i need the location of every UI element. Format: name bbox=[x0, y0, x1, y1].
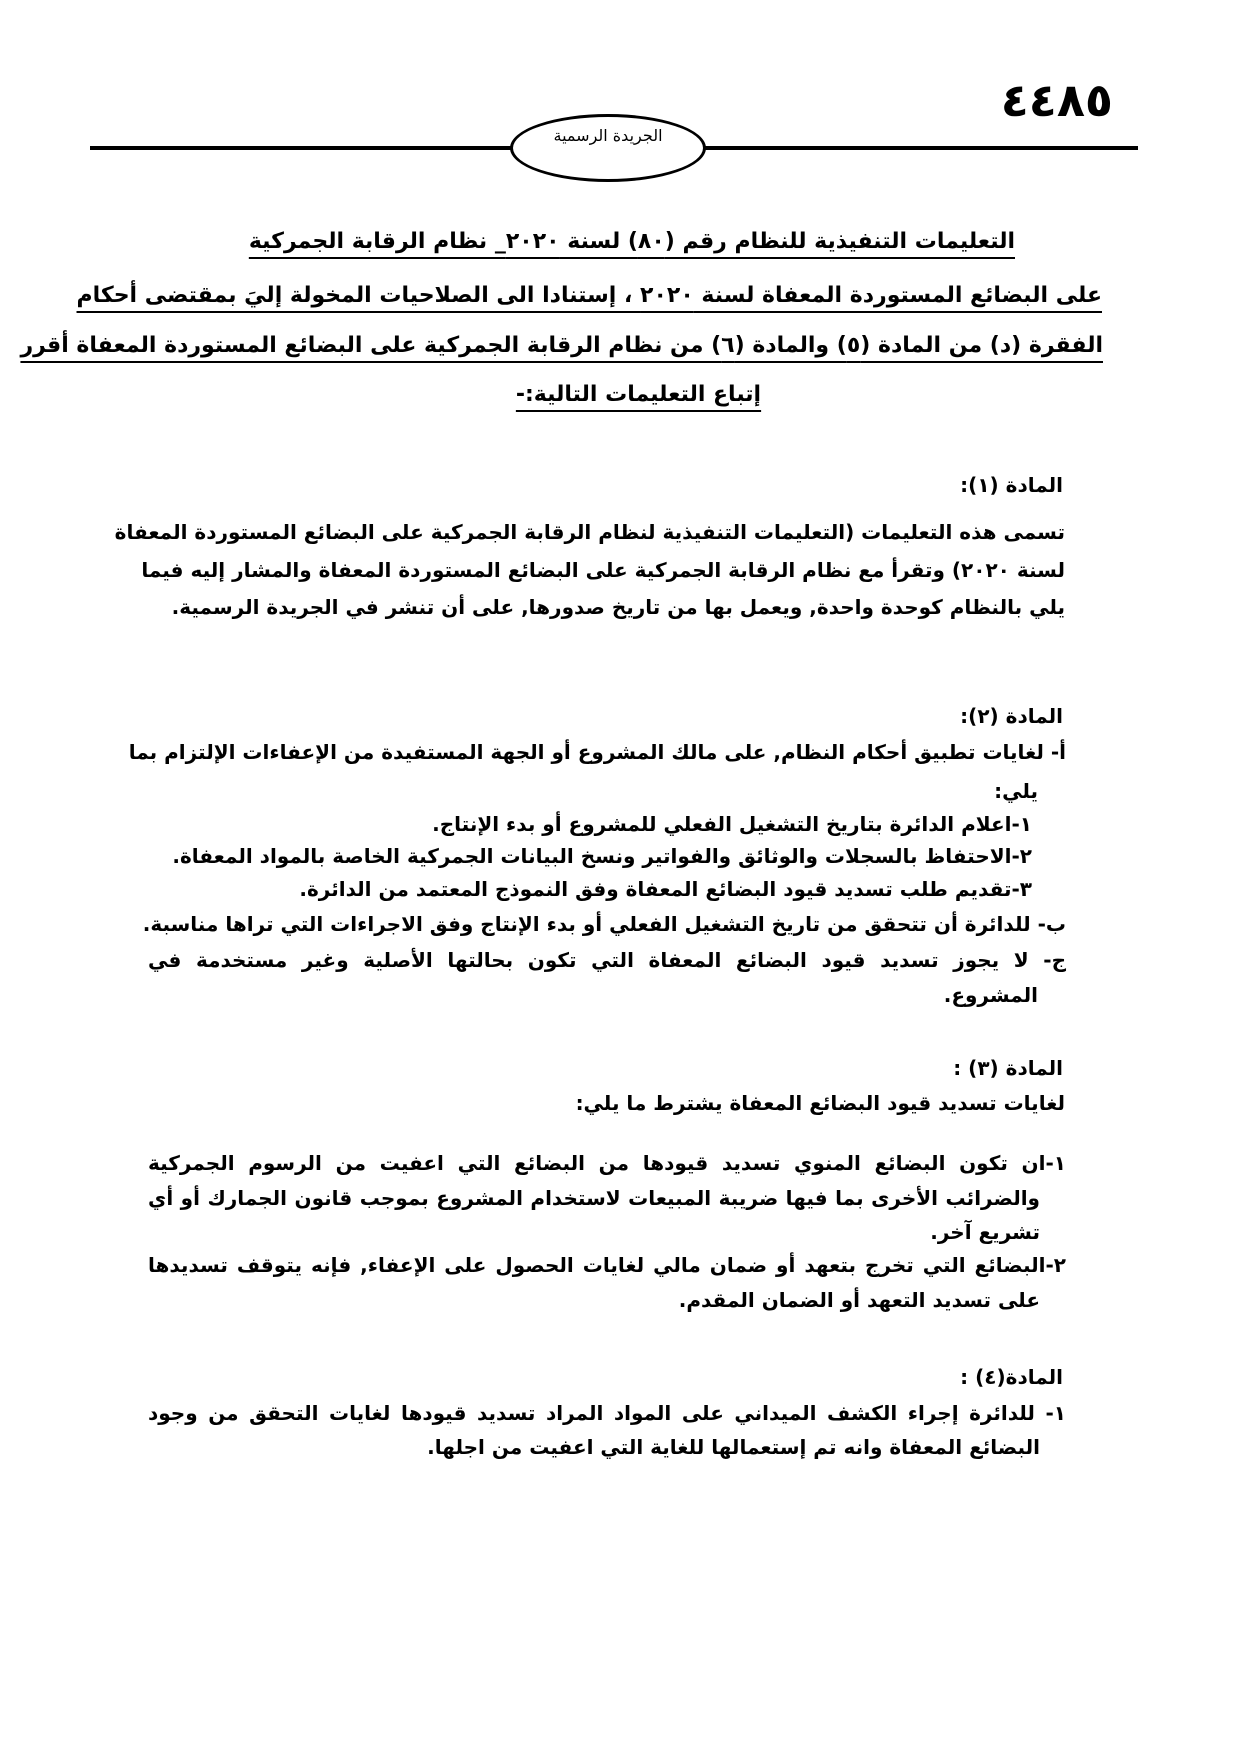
article-2-item-3: ٣-تقديم طلب تسديد قيود البضائع المعفاة وفق النموذج المعتمد من الدائرة. bbox=[299, 877, 1032, 901]
article-1-line: تسمى هذه التعليمات (التعليمات التنفيذية لنظام الرقابة الجمركية على البضائع المستوردة المعفاة bbox=[114, 520, 1065, 544]
article-2-heading: المادة (٢): bbox=[960, 704, 1063, 728]
article-1-line: يلي بالنظام كوحدة واحدة, ويعمل بها من تاريخ صدورها, على أن تنشر في الجريدة الرسمية. bbox=[171, 595, 1065, 619]
article-4-item-1: ١- للدائرة إجراء الكشف الميداني على المواد المراد تسديد قيودها لغايات التحقق من وجود bbox=[148, 1401, 1066, 1425]
title-line-1: التعليمات التنفيذية للنظام رقم (٨٠) لسنة ٢٠٢٠_ نظام الرقابة الجمركية bbox=[248, 229, 1015, 254]
title-line-2: على البضائع المستوردة المعفاة لسنة ٢٠٢٠ ، إستنادا الى الصلاحيات المخولة إليَ بمقتضى أحكام bbox=[76, 283, 1102, 308]
article-3-item-1-continuation: والضرائب الأخرى بما فيها ضريبة المبيعات لاستخدام المشروع بموجب قانون الجمارك أو أي bbox=[148, 1186, 1040, 1210]
page-number: ٤٤٨٥ bbox=[1000, 73, 1113, 127]
gazette-name-oval bbox=[510, 114, 706, 182]
article-3-item-2: ٢-البضائع التي تخرج بتعهد أو ضمان مالي لغايات الحصول على الإعفاء, فإنه يتوقف تسديدها bbox=[148, 1253, 1066, 1277]
article-2-item-2: ٢-الاحتفاظ بالسجلات والوثائق والفواتير ونسخ البيانات الجمركية الخاصة بالمواد المعفاة. bbox=[172, 844, 1032, 868]
article-2-clause-a-continuation: يلي: bbox=[994, 779, 1038, 803]
gazette-name: الجريدة الرسمية bbox=[553, 125, 663, 145]
article-3-item-1: ١-ان تكون البضائع المنوي تسديد قيودها من البضائع التي اعفيت من الرسوم الجمركية bbox=[148, 1151, 1066, 1175]
article-2-clause-c-continuation: المشروع. bbox=[943, 983, 1038, 1007]
title-line-4: إتباع التعليمات التالية:- bbox=[515, 382, 762, 407]
article-3-item-1-continuation: تشريع آخر. bbox=[930, 1220, 1040, 1244]
article-3-heading: المادة (٣) : bbox=[953, 1056, 1063, 1080]
article-2-clause-a: أ- لغايات تطبيق أحكام النظام, على مالك المشروع أو الجهة المستفيدة من الإعفاءات الإلتزام بما bbox=[128, 740, 1066, 764]
title-line-3: الفقرة (د) من المادة (٥) والمادة (٦) من نظام الرقابة الجمركية على البضائع المستوردة المعفاة أقرر bbox=[20, 333, 1103, 358]
article-1-heading: المادة (١): bbox=[960, 473, 1063, 497]
article-2-clause-b: ب- للدائرة أن تتحقق من تاريخ التشغيل الفعلي أو بدء الإنتاج وفق الاجراءات التي تراها مناسبة. bbox=[142, 912, 1066, 936]
article-4-heading: المادة(٤) : bbox=[960, 1365, 1063, 1389]
article-3-item-2-continuation: على تسديد التعهد أو الضمان المقدم. bbox=[678, 1288, 1040, 1312]
article-4-item-1-continuation: البضائع المعفاة وانه تم إستعمالها للغاية التي اعفيت من اجلها. bbox=[427, 1435, 1040, 1459]
article-1-line: لسنة ٢٠٢٠) وتقرأ مع نظام الرقابة الجمركية على البضائع المستوردة المعفاة والمشار إليه فيما bbox=[141, 558, 1065, 582]
article-2-clause-c: ج- لا يجوز تسديد قيود البضائع المعفاة التي تكون بحالتها الأصلية وغير مستخدمة في bbox=[148, 948, 1066, 972]
article-3-intro: لغايات تسديد قيود البضائع المعفاة يشترط ما يلي: bbox=[575, 1091, 1065, 1115]
article-2-item-1: ١-اعلام الدائرة بتاريخ التشغيل الفعلي للمشروع أو بدء الإنتاج. bbox=[432, 812, 1032, 836]
